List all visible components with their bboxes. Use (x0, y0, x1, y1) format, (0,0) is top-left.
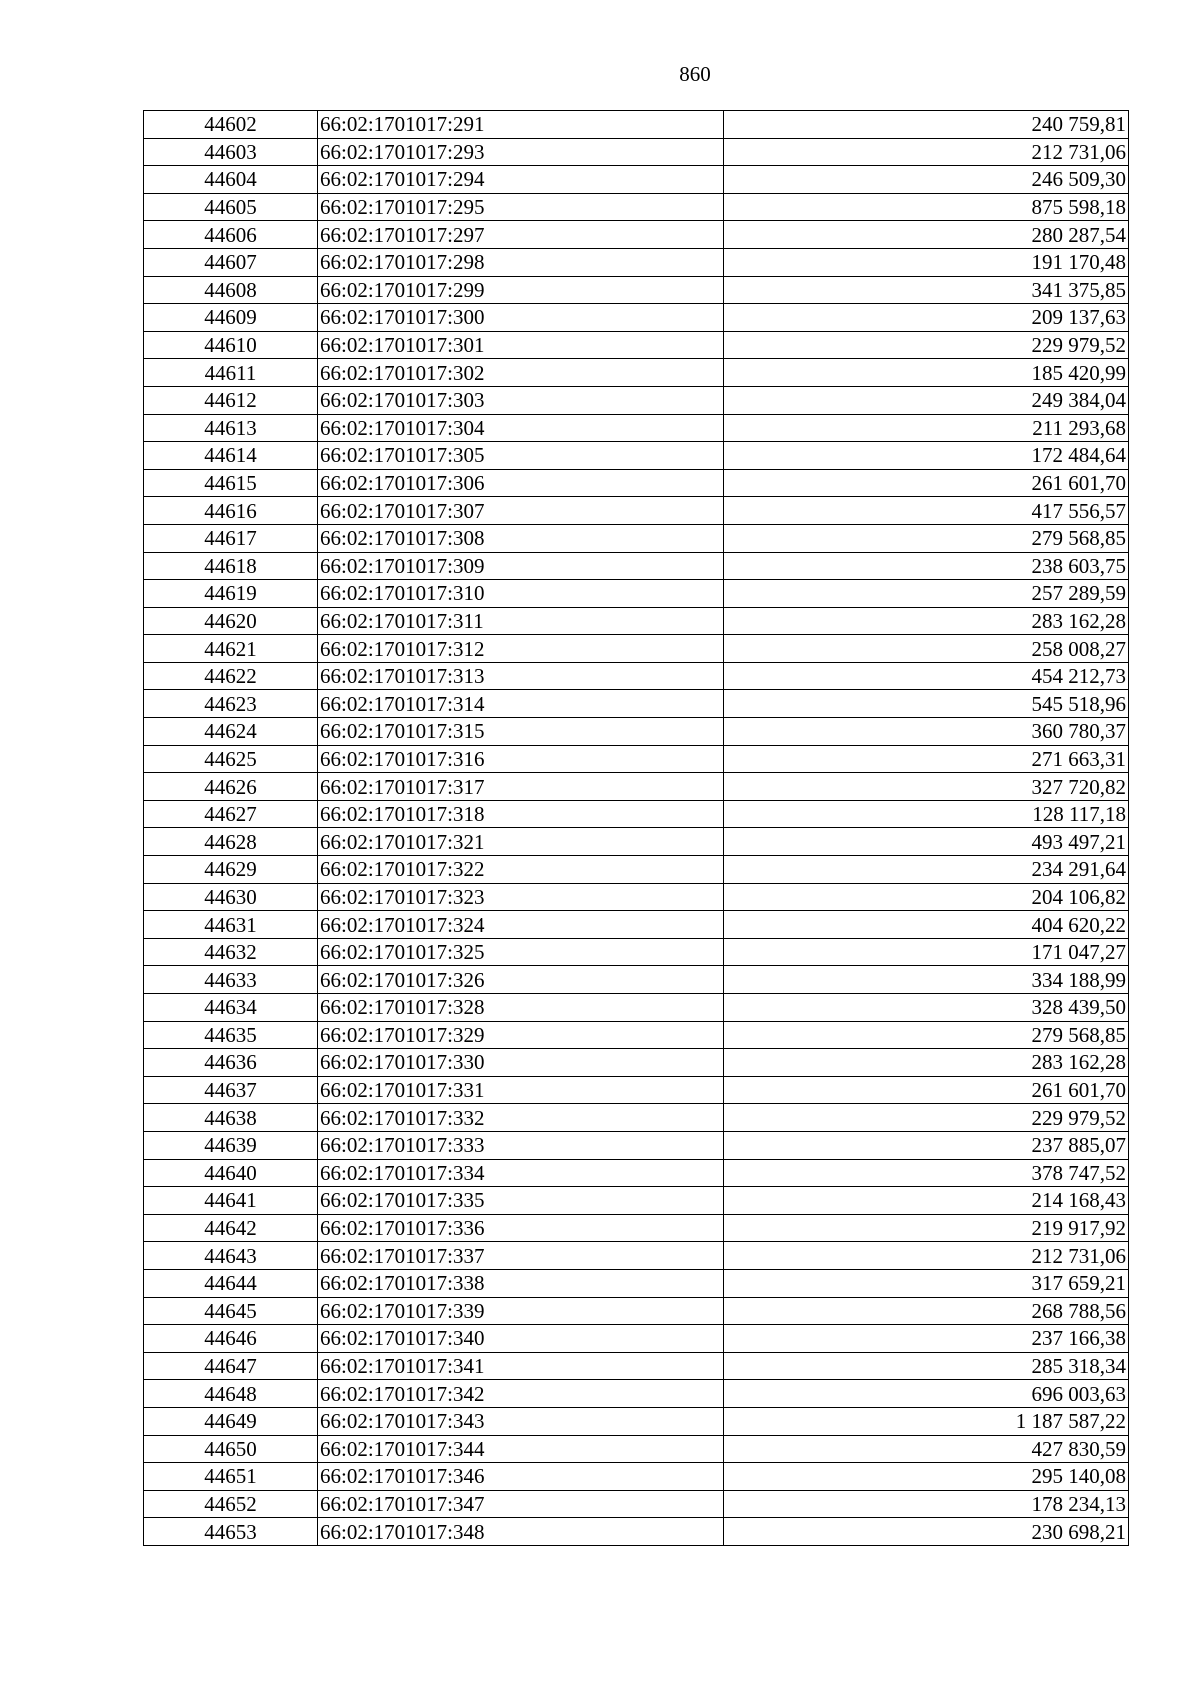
table-row (144, 1325, 1129, 1353)
table-row (144, 1159, 1129, 1187)
cadastral-number-cell: 66:02:1701017:298 (318, 248, 724, 276)
row-number-cell: 44647 (144, 1352, 318, 1380)
row-number-cell: 44645 (144, 1297, 318, 1325)
cadastral-number-cell: 66:02:1701017:309 (318, 552, 724, 580)
table-row (144, 607, 1129, 635)
row-number-cell: 44618 (144, 552, 318, 580)
table-row (144, 773, 1129, 801)
row-number-cell: 44606 (144, 221, 318, 249)
row-number-cell: 44633 (144, 966, 318, 994)
table-row (144, 1490, 1129, 1518)
cadastral-number-cell: 66:02:1701017:294 (318, 166, 724, 194)
table-row (144, 1352, 1129, 1380)
table-row (144, 635, 1129, 663)
row-number-cell: 44653 (144, 1518, 318, 1546)
cadastral-value-cell: 171 047,27 (724, 938, 1129, 966)
cadastral-number-cell: 66:02:1701017:348 (318, 1518, 724, 1546)
row-number-cell: 44642 (144, 1214, 318, 1242)
cadastral-number-cell: 66:02:1701017:324 (318, 911, 724, 939)
table-row (144, 552, 1129, 580)
row-number-cell: 44621 (144, 635, 318, 663)
cadastral-number-cell: 66:02:1701017:295 (318, 193, 724, 221)
row-number-cell: 44629 (144, 856, 318, 884)
table-row (144, 1021, 1129, 1049)
cadastral-number-cell: 66:02:1701017:317 (318, 773, 724, 801)
cadastral-number-cell: 66:02:1701017:341 (318, 1352, 724, 1380)
row-number-cell: 44640 (144, 1159, 318, 1187)
row-number-cell: 44617 (144, 524, 318, 552)
cadastral-value-cell: 178 234,13 (724, 1490, 1129, 1518)
cadastral-number-cell: 66:02:1701017:315 (318, 718, 724, 746)
cadastral-value-cell: 172 484,64 (724, 442, 1129, 470)
cadastral-number-cell: 66:02:1701017:333 (318, 1131, 724, 1159)
table-row (144, 994, 1129, 1022)
table-row (144, 938, 1129, 966)
cadastral-number-cell: 66:02:1701017:347 (318, 1490, 724, 1518)
row-number-cell: 44644 (144, 1269, 318, 1297)
cadastral-value-cell: 454 212,73 (724, 662, 1129, 690)
table-row (144, 331, 1129, 359)
cadastral-number-cell: 66:02:1701017:332 (318, 1104, 724, 1132)
cadastral-number-cell: 66:02:1701017:322 (318, 856, 724, 884)
row-number-cell: 44651 (144, 1463, 318, 1491)
cadastral-value-cell: 280 287,54 (724, 221, 1129, 249)
cadastral-value-cell: 696 003,63 (724, 1380, 1129, 1408)
row-number-cell: 44648 (144, 1380, 318, 1408)
cadastral-value-cell: 212 731,06 (724, 1242, 1129, 1270)
cadastral-number-cell: 66:02:1701017:306 (318, 469, 724, 497)
row-number-cell: 44639 (144, 1131, 318, 1159)
row-number-cell: 44625 (144, 745, 318, 773)
cadastral-number-cell: 66:02:1701017:331 (318, 1076, 724, 1104)
cadastral-number-cell: 66:02:1701017:314 (318, 690, 724, 718)
cadastral-value-cell: 211 293,68 (724, 414, 1129, 442)
table-row (144, 1104, 1129, 1132)
row-number-cell: 44620 (144, 607, 318, 635)
cadastral-number-cell: 66:02:1701017:303 (318, 386, 724, 414)
cadastral-number-cell: 66:02:1701017:330 (318, 1049, 724, 1077)
row-number-cell: 44635 (144, 1021, 318, 1049)
cadastral-value-cell: 209 137,63 (724, 304, 1129, 332)
row-number-cell: 44630 (144, 883, 318, 911)
cadastral-value-cell: 185 420,99 (724, 359, 1129, 387)
cadastral-number-cell: 66:02:1701017:302 (318, 359, 724, 387)
table-row (144, 1242, 1129, 1270)
cadastral-value-cell: 268 788,56 (724, 1297, 1129, 1325)
table-row (144, 524, 1129, 552)
cadastral-number-cell: 66:02:1701017:338 (318, 1269, 724, 1297)
cadastral-number-cell: 66:02:1701017:335 (318, 1187, 724, 1215)
table-row (144, 248, 1129, 276)
page-number: 860 (679, 62, 711, 86)
row-number-cell: 44614 (144, 442, 318, 470)
cadastral-value-cell: 328 439,50 (724, 994, 1129, 1022)
row-number-cell: 44650 (144, 1435, 318, 1463)
row-number-cell: 44604 (144, 166, 318, 194)
row-number-cell: 44611 (144, 359, 318, 387)
cadastral-number-cell: 66:02:1701017:305 (318, 442, 724, 470)
cadastral-value-cell: 204 106,82 (724, 883, 1129, 911)
row-number-cell: 44632 (144, 938, 318, 966)
cadastral-value-cell: 279 568,85 (724, 1021, 1129, 1049)
cadastral-number-cell: 66:02:1701017:321 (318, 828, 724, 856)
cadastral-number-cell: 66:02:1701017:310 (318, 580, 724, 608)
table-row (144, 1407, 1129, 1435)
row-number-cell: 44623 (144, 690, 318, 718)
table-row (144, 883, 1129, 911)
cadastral-number-cell: 66:02:1701017:318 (318, 800, 724, 828)
table-row (144, 442, 1129, 470)
table-row (144, 386, 1129, 414)
cadastral-value-cell: 283 162,28 (724, 607, 1129, 635)
table-row (144, 1269, 1129, 1297)
cadastral-value-cell: 229 979,52 (724, 331, 1129, 359)
table-row (144, 138, 1129, 166)
table-row (144, 111, 1129, 139)
cadastral-number-cell: 66:02:1701017:339 (318, 1297, 724, 1325)
cadastral-number-cell: 66:02:1701017:344 (318, 1435, 724, 1463)
cadastral-number-cell: 66:02:1701017:329 (318, 1021, 724, 1049)
row-number-cell: 44649 (144, 1407, 318, 1435)
cadastral-value-cell: 327 720,82 (724, 773, 1129, 801)
cadastral-value-cell: 234 291,64 (724, 856, 1129, 884)
cadastral-value-cell: 246 509,30 (724, 166, 1129, 194)
table-row (144, 1214, 1129, 1242)
row-number-cell: 44605 (144, 193, 318, 221)
cadastral-number-cell: 66:02:1701017:337 (318, 1242, 724, 1270)
cadastral-value-cell: 219 917,92 (724, 1214, 1129, 1242)
table-row (144, 1435, 1129, 1463)
cadastral-number-cell: 66:02:1701017:313 (318, 662, 724, 690)
cadastral-value-cell: 261 601,70 (724, 469, 1129, 497)
cadastral-number-cell: 66:02:1701017:343 (318, 1407, 724, 1435)
table-row (144, 469, 1129, 497)
row-number-cell: 44613 (144, 414, 318, 442)
row-number-cell: 44643 (144, 1242, 318, 1270)
row-number-cell: 44631 (144, 911, 318, 939)
cadastral-value-cell: 191 170,48 (724, 248, 1129, 276)
cadastral-value-cell: 212 731,06 (724, 138, 1129, 166)
cadastral-value-cell: 545 518,96 (724, 690, 1129, 718)
table-row (144, 745, 1129, 773)
cadastral-value-cell: 214 168,43 (724, 1187, 1129, 1215)
table-row (144, 166, 1129, 194)
cadastral-value-cell: 258 008,27 (724, 635, 1129, 663)
cadastral-value-cell: 261 601,70 (724, 1076, 1129, 1104)
row-number-cell: 44622 (144, 662, 318, 690)
table-row (144, 1463, 1129, 1491)
cadastral-number-cell: 66:02:1701017:291 (318, 111, 724, 139)
cadastral-number-cell: 66:02:1701017:336 (318, 1214, 724, 1242)
table-row (144, 1049, 1129, 1077)
cadastral-number-cell: 66:02:1701017:307 (318, 497, 724, 525)
cadastral-value-cell: 1 187 587,22 (724, 1407, 1129, 1435)
table-row (144, 304, 1129, 332)
cadastral-number-cell: 66:02:1701017:299 (318, 276, 724, 304)
cadastral-value-cell: 493 497,21 (724, 828, 1129, 856)
table-row (144, 1076, 1129, 1104)
table-row (144, 1131, 1129, 1159)
cadastral-value-cell: 427 830,59 (724, 1435, 1129, 1463)
cadastral-number-cell: 66:02:1701017:323 (318, 883, 724, 911)
cadastral-number-cell: 66:02:1701017:316 (318, 745, 724, 773)
cadastral-number-cell: 66:02:1701017:325 (318, 938, 724, 966)
cadastral-value-cell: 230 698,21 (724, 1518, 1129, 1546)
table-row (144, 800, 1129, 828)
table-row (144, 1187, 1129, 1215)
row-number-cell: 44638 (144, 1104, 318, 1132)
row-number-cell: 44636 (144, 1049, 318, 1077)
table-row (144, 1297, 1129, 1325)
table-row (144, 193, 1129, 221)
table-body (144, 111, 1129, 1546)
cadastral-value-cell: 378 747,52 (724, 1159, 1129, 1187)
cadastral-number-cell: 66:02:1701017:326 (318, 966, 724, 994)
cadastral-number-cell: 66:02:1701017:308 (318, 524, 724, 552)
cadastral-value-table (143, 110, 1129, 1546)
cadastral-value-cell: 271 663,31 (724, 745, 1129, 773)
cadastral-value-cell: 240 759,81 (724, 111, 1129, 139)
row-number-cell: 44616 (144, 497, 318, 525)
cadastral-value-cell: 257 289,59 (724, 580, 1129, 608)
cadastral-value-cell: 238 603,75 (724, 552, 1129, 580)
cadastral-number-cell: 66:02:1701017:293 (318, 138, 724, 166)
cadastral-number-cell: 66:02:1701017:346 (318, 1463, 724, 1491)
table-row (144, 580, 1129, 608)
row-number-cell: 44612 (144, 386, 318, 414)
cadastral-number-cell: 66:02:1701017:304 (318, 414, 724, 442)
row-number-cell: 44646 (144, 1325, 318, 1353)
cadastral-value-cell: 875 598,18 (724, 193, 1129, 221)
row-number-cell: 44637 (144, 1076, 318, 1104)
row-number-cell: 44634 (144, 994, 318, 1022)
cadastral-number-cell: 66:02:1701017:297 (318, 221, 724, 249)
table-row (144, 414, 1129, 442)
row-number-cell: 44624 (144, 718, 318, 746)
table-row (144, 662, 1129, 690)
table-row (144, 359, 1129, 387)
cadastral-number-cell: 66:02:1701017:342 (318, 1380, 724, 1408)
row-number-cell: 44603 (144, 138, 318, 166)
row-number-cell: 44602 (144, 111, 318, 139)
row-number-cell: 44628 (144, 828, 318, 856)
cadastral-value-cell: 285 318,34 (724, 1352, 1129, 1380)
table-row (144, 718, 1129, 746)
cadastral-number-cell: 66:02:1701017:311 (318, 607, 724, 635)
table-row (144, 221, 1129, 249)
cadastral-value-cell: 295 140,08 (724, 1463, 1129, 1491)
cadastral-value-cell: 417 556,57 (724, 497, 1129, 525)
row-number-cell: 44641 (144, 1187, 318, 1215)
row-number-cell: 44615 (144, 469, 318, 497)
table-row (144, 1518, 1129, 1546)
row-number-cell: 44619 (144, 580, 318, 608)
cadastral-number-cell: 66:02:1701017:300 (318, 304, 724, 332)
cadastral-value-cell: 229 979,52 (724, 1104, 1129, 1132)
table-row (144, 276, 1129, 304)
row-number-cell: 44608 (144, 276, 318, 304)
cadastral-number-cell: 66:02:1701017:301 (318, 331, 724, 359)
cadastral-value-cell: 283 162,28 (724, 1049, 1129, 1077)
cadastral-value-cell: 334 188,99 (724, 966, 1129, 994)
cadastral-number-cell: 66:02:1701017:312 (318, 635, 724, 663)
cadastral-number-cell: 66:02:1701017:340 (318, 1325, 724, 1353)
cadastral-number-cell: 66:02:1701017:334 (318, 1159, 724, 1187)
cadastral-value-cell: 404 620,22 (724, 911, 1129, 939)
table-row (144, 966, 1129, 994)
cadastral-value-cell: 237 885,07 (724, 1131, 1129, 1159)
row-number-cell: 44652 (144, 1490, 318, 1518)
row-number-cell: 44607 (144, 248, 318, 276)
table-row (144, 1380, 1129, 1408)
cadastral-number-cell: 66:02:1701017:328 (318, 994, 724, 1022)
row-number-cell: 44626 (144, 773, 318, 801)
cadastral-value-cell: 249 384,04 (724, 386, 1129, 414)
cadastral-value-cell: 341 375,85 (724, 276, 1129, 304)
table-row (144, 828, 1129, 856)
cadastral-value-cell: 237 166,38 (724, 1325, 1129, 1353)
row-number-cell: 44609 (144, 304, 318, 332)
table-row (144, 497, 1129, 525)
table-row (144, 911, 1129, 939)
cadastral-value-cell: 279 568,85 (724, 524, 1129, 552)
row-number-cell: 44627 (144, 800, 318, 828)
cadastral-value-cell: 360 780,37 (724, 718, 1129, 746)
table-row (144, 690, 1129, 718)
row-number-cell: 44610 (144, 331, 318, 359)
cadastral-value-cell: 317 659,21 (724, 1269, 1129, 1297)
cadastral-value-cell: 128 117,18 (724, 800, 1129, 828)
table-row (144, 856, 1129, 884)
